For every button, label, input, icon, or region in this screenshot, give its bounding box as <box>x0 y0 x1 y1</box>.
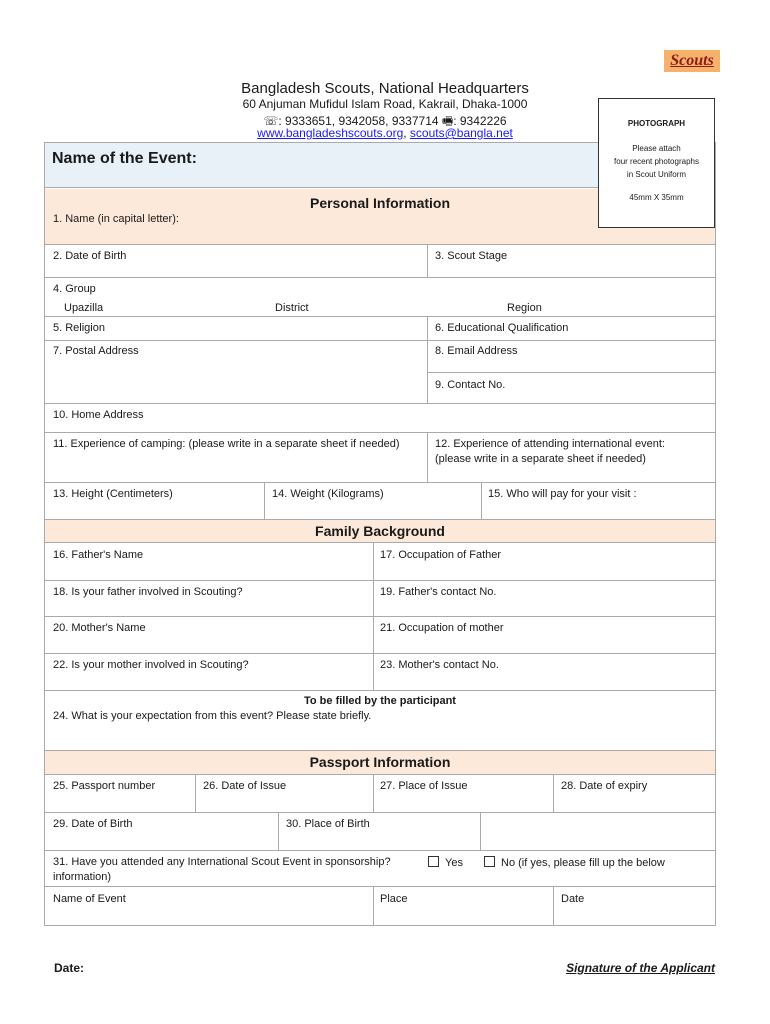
phone-icon: ☏ <box>263 114 279 128</box>
no-option[interactable]: No (if yes, please fill up the below <box>484 856 665 869</box>
org-links <box>160 126 610 140</box>
no-checkbox[interactable] <box>484 856 495 867</box>
passport-heading: Passport Information <box>309 754 451 770</box>
participant-note: To be filled by the participant <box>304 695 456 707</box>
row-divider <box>45 580 715 581</box>
date-of-expiry-label: 28. Date of expiry <box>561 780 648 792</box>
photograph-instruction-2: four recent photographs <box>614 157 699 166</box>
passport-number-label: 25. Passport number <box>53 780 156 792</box>
row-divider <box>45 850 715 851</box>
website-link[interactable]: www.bangladeshscouts.org <box>257 126 404 140</box>
row-divider <box>45 340 715 341</box>
yes-option[interactable]: Yes <box>428 856 463 869</box>
scouts-logo: Scouts <box>664 50 720 72</box>
postal-address-label: 7. Postal Address <box>53 345 139 357</box>
row-divider <box>45 482 715 483</box>
column-divider <box>481 482 482 519</box>
date-label: Date <box>561 893 585 905</box>
group-label: 4. Group <box>53 283 96 295</box>
father-occupation-label: 17. Occupation of Father <box>380 549 502 561</box>
photograph-title: PHOTOGRAPH <box>627 119 686 128</box>
photograph-instruction-1: Please attach <box>632 144 681 153</box>
row-divider <box>45 616 715 617</box>
column-divider <box>278 812 279 850</box>
row-divider <box>45 690 715 691</box>
email-address-label: 8. Email Address <box>435 345 518 357</box>
place-of-birth-label: 30. Place of Birth <box>286 818 370 830</box>
row-divider <box>45 277 715 278</box>
link-separator: , <box>403 126 410 140</box>
row-divider <box>427 372 715 373</box>
upazilla-label: Upazilla <box>64 302 104 314</box>
column-divider <box>427 432 428 482</box>
org-title: Bangladesh Scouts, National Headquarters <box>241 80 529 97</box>
column-divider <box>195 775 196 813</box>
row-divider <box>45 316 715 317</box>
district-label: District <box>275 302 309 314</box>
sponsorship-question: 31. Have you attended any International Scout Event in sponsorship? <box>53 856 391 868</box>
home-address-label: 10. Home Address <box>53 409 144 421</box>
photograph-instruction-3: in Scout Uniform <box>626 170 687 179</box>
date-of-birth-label: 2. Date of Birth <box>53 250 127 262</box>
event-name-label: Name of the Event: <box>52 150 197 167</box>
weight-label: 14. Weight (Kilograms) <box>272 488 384 500</box>
footer-date-label: Date: <box>54 961 85 975</box>
place-label: Place <box>380 893 408 905</box>
international-experience-label: 12. Experience of attending international event: (please write in a separate sheet if needed) <box>435 438 665 465</box>
row-divider <box>45 432 715 433</box>
height-label: 13. Height (Centimeters) <box>53 488 173 500</box>
column-divider <box>427 244 428 277</box>
row-divider <box>45 403 715 404</box>
org-address: 60 Anjuman Mufidul Islam Road, Kakrail, Dhaka-1000 <box>242 97 528 111</box>
region-label: Region <box>507 302 542 314</box>
mother-scouting-label: 22. Is your mother involved in Scouting? <box>53 659 249 671</box>
column-divider <box>373 775 374 813</box>
photograph-size: 45mm X 35mm <box>629 193 684 202</box>
mother-name-label: 20. Mother's Name <box>53 622 146 634</box>
column-divider <box>373 886 374 925</box>
passport-dob-label: 29. Date of Birth <box>53 818 133 830</box>
signature-label: Signature of the Applicant <box>566 961 715 975</box>
row-divider <box>45 653 715 654</box>
phone-numbers: : 9333651, 9342058, 9337714 <box>278 114 439 128</box>
visit-payer-label: 15. Who will pay for your visit : <box>488 488 637 500</box>
date-of-issue-label: 26. Date of Issue <box>203 780 287 792</box>
education-label: 6. Educational Qualification <box>435 322 569 334</box>
mother-occupation-label: 21. Occupation of mother <box>380 622 504 634</box>
name-of-event-label: Name of Event <box>53 893 126 905</box>
yes-checkbox[interactable] <box>428 856 439 867</box>
row-divider <box>45 886 715 887</box>
name-field-label: 1. Name (in capital letter): <box>53 213 179 225</box>
father-name-label: 16. Father's Name <box>53 549 144 561</box>
fax-number: : 9342226 <box>453 114 507 128</box>
row-divider <box>45 244 715 245</box>
column-divider <box>480 812 481 850</box>
row-divider <box>45 812 715 813</box>
email-link[interactable]: scouts@bangla.net <box>409 126 513 140</box>
column-divider <box>264 482 265 519</box>
scout-stage-label: 3. Scout Stage <box>435 250 508 262</box>
column-divider <box>553 775 554 813</box>
personal-info-heading: Personal Information <box>309 195 451 211</box>
camping-experience-label: 11. Experience of camping: (please write in a separate sheet if needed) <box>53 438 400 450</box>
father-scouting-label: 18. Is your father involved in Scouting? <box>53 586 243 598</box>
column-divider <box>553 886 554 925</box>
mother-contact-label: 23. Mother's contact No. <box>380 659 499 671</box>
column-divider <box>427 316 428 403</box>
photograph-box <box>598 98 715 228</box>
sponsorship-question-cont: information) <box>53 871 112 883</box>
father-contact-label: 19. Father's contact No. <box>380 586 497 598</box>
religion-label: 5. Religion <box>53 322 105 334</box>
place-of-issue-label: 27. Place of Issue <box>380 780 468 792</box>
fax-icon: 🖷 <box>441 114 454 128</box>
expectation-label: 24. What is your expectation from this event? Please state briefly. <box>53 710 372 722</box>
contact-no-label: 9. Contact No. <box>435 379 506 391</box>
family-heading: Family Background <box>315 523 445 539</box>
